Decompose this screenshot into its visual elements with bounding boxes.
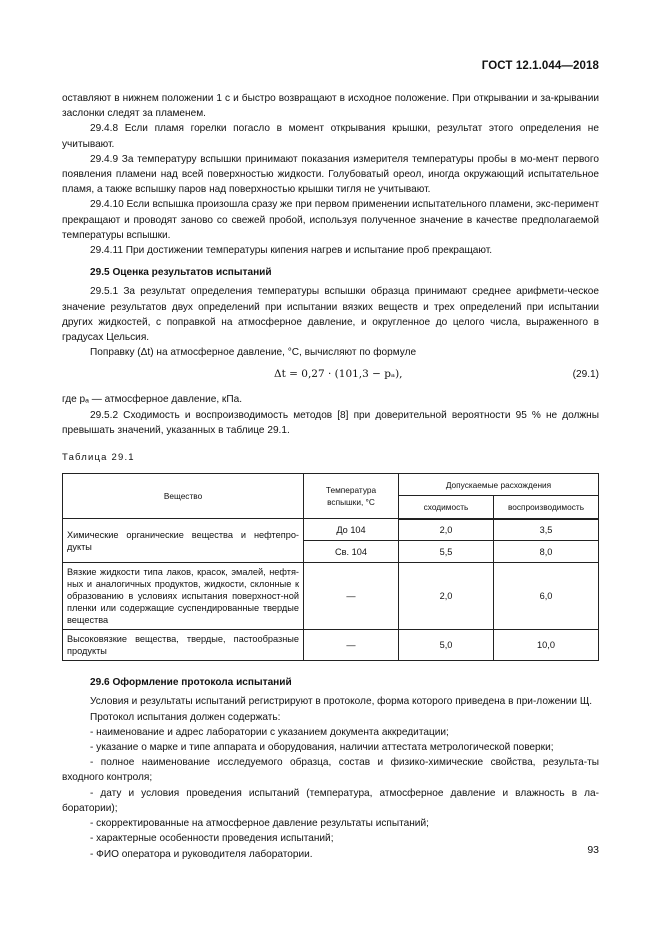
table-row xyxy=(63,519,599,541)
list-item: - наименование и адрес лаборатории с указанием документа аккредитации; xyxy=(90,726,449,738)
cell-reproducibility: 8,0 xyxy=(494,541,599,563)
cell-temperature: До 104 xyxy=(304,519,399,541)
header-reproducibility: воспроизводимость xyxy=(494,496,599,519)
cell-substance: Химические органические вещества и нефтепро-дукты xyxy=(63,519,304,563)
section-29-5-heading: 29.5 Оценка результатов испытаний xyxy=(90,267,272,279)
section-29-6-heading: 29.6 Оформление протокола испытаний xyxy=(90,677,292,689)
paragraph-protocol-contents: Протокол испытания должен содержать: xyxy=(90,711,281,723)
cell-convergence: 5,5 xyxy=(399,541,494,563)
paragraph-29-4-10: 29.4.10 Если вспышка произошла сразу же при первом применении испытательного пламени, экс-перимент прекращают и проводят заново со свежей пробой, используя полученное значение в качестве предполагаемой температуры вспышки. xyxy=(62,199,599,241)
cell-convergence: 5,0 xyxy=(399,630,494,661)
table-header-row xyxy=(63,474,599,496)
list-item: - дату и условия проведения испытаний (температура, атмосферное давление и влажность в ла-боратории); xyxy=(62,787,599,814)
cell-reproducibility: 3,5 xyxy=(494,519,599,541)
list-item: - указание о марке и типе аппарата и оборудования, наличии аттестата метрологической поверки; xyxy=(90,742,554,754)
page-number: 93 xyxy=(587,844,599,856)
paragraph-29-4-11: 29.4.11 При достижении температуры кипения нагрев и испытание проб прекращают. xyxy=(90,245,493,257)
body-text xyxy=(62,91,599,862)
cell-convergence: 2,0 xyxy=(399,563,494,630)
cell-convergence: 2,0 xyxy=(399,519,494,541)
cell-reproducibility: 10,0 xyxy=(494,630,599,661)
table-row xyxy=(63,563,599,630)
formula-row xyxy=(62,362,599,388)
cell-temperature: — xyxy=(304,630,399,661)
paragraph-29-5-2: 29.5.2 Сходимость и воспроизводимость методов [8] при доверительной вероятности 95 % не должны превышать значений, указанных в таблице 29.1. xyxy=(62,409,599,436)
table-row xyxy=(63,630,599,661)
cell-temperature: Св. 104 xyxy=(304,541,399,563)
list-item: - характерные особенности проведения испытаний; xyxy=(90,833,334,845)
paragraph-29-5-1: 29.5.1 За результат определения температуры вспышки образца принимают среднее арифмети-ческое значение результатов двух определений при испытании вязких веществ и трех определений при испытании других жидкостей, с поправкой на атмосферное давление, и округленное до целого числа, выраженного в градусах Цельсия. xyxy=(62,286,599,344)
formula-29-1: Δt = 0,27 · (101,3 − pₐ), xyxy=(274,368,403,381)
document-code: ГОСТ 12.1.044—2018 xyxy=(481,60,599,72)
formula-number: (29.1) xyxy=(572,369,599,381)
header-allowed: Допускаемые расхождения xyxy=(399,474,599,496)
list-item: - скорректированные на атмосферное давление результаты испытаний; xyxy=(90,818,429,830)
formula-where: где pₐ — атмосферное давление, кПа. xyxy=(62,394,243,406)
paragraph-29-4-8: 29.4.8 Если пламя горелки погасло в момент открывания крышки, результат этого определения не учитывают. xyxy=(62,123,599,150)
protocol-items-list xyxy=(62,725,599,862)
paragraph-protocol: Условия и результаты испытаний регистрируют в протоколе, форма которого приведена в при-ложении Щ. xyxy=(90,696,593,708)
cell-temperature: — xyxy=(304,563,399,630)
list-item: - полное наименование исследуемого образца, состав и физико-химические свойства, результа-ты входного контроля; xyxy=(62,757,599,784)
header-substance: Вещество xyxy=(63,474,304,519)
table-caption: Таблица 29.1 xyxy=(62,452,135,464)
table-29-1 xyxy=(62,473,599,661)
cell-reproducibility: 6,0 xyxy=(494,563,599,630)
paragraph-29-4-9: 29.4.9 За температуру вспышки принимают показания измерителя температуры пробы в мо-мент первого появления пламени над всей поверхностью жидкости. Голубоватый ореол, иногда окружающий испытательное пламя, а также вспышку паров над поверхностью крышки тигля не учитывают. xyxy=(62,153,599,196)
header-temperature: Температура вспышки, °С xyxy=(304,474,399,519)
header-convergence: сходимость xyxy=(399,496,494,519)
cell-substance: Высоковязкие вещества, твердые, пастообразные продукты xyxy=(63,630,304,661)
list-item: - ФИО оператора и руководителя лаборатории. xyxy=(90,848,313,860)
paragraph-correction: Поправку (Δt) на атмосферное давление, °С, вычисляют по формуле xyxy=(90,347,417,359)
paragraph-continuation: оставляют в нижнем положении 1 с и быстро возвращают в исходное положение. При открывании и за-крывании заслонки следят за пламенем. xyxy=(62,93,599,120)
cell-substance: Вязкие жидкости типа лаков, красок, эмалей, нефтя-ных и аналогичных продуктов, жидкости, склонные к образованию в условиях испытания поверхност-ной пленки или содержащие суспендированные твердые вещества xyxy=(63,563,304,630)
